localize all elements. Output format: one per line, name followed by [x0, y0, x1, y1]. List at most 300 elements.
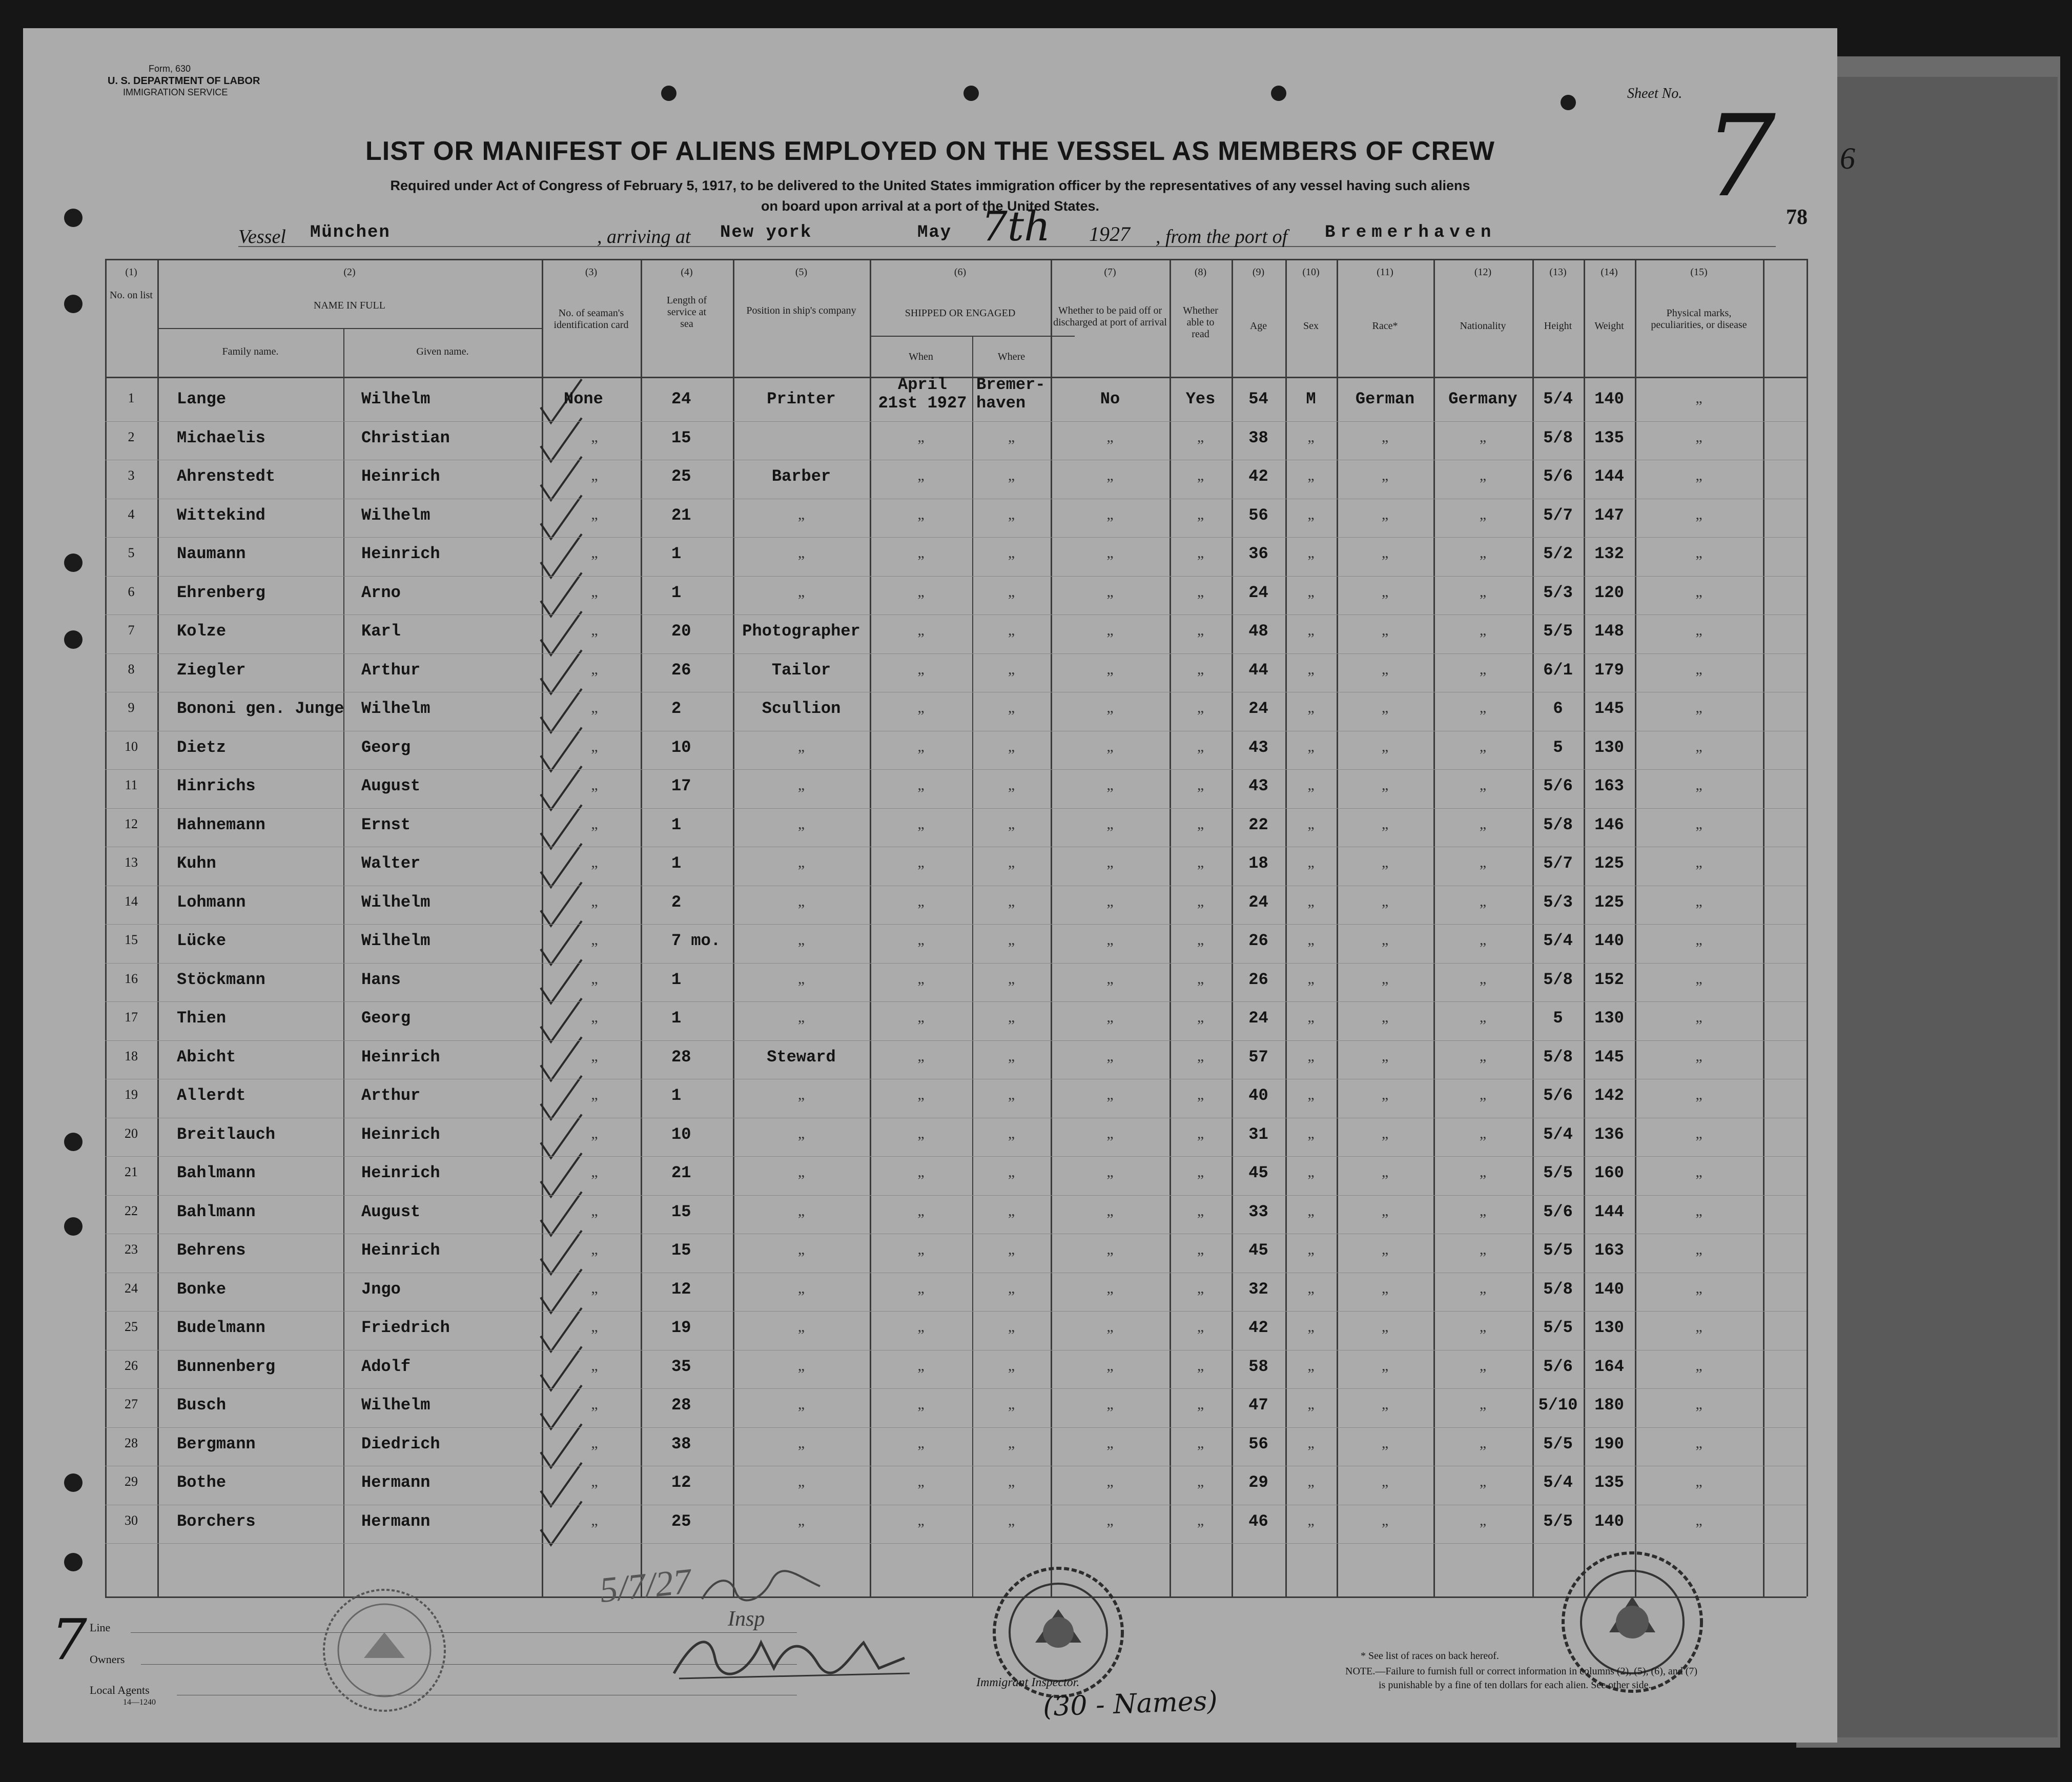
col9-header: Age — [1249, 320, 1267, 332]
paid-off-ditto: „ — [1106, 1396, 1114, 1412]
race-ditto: „ — [1381, 1124, 1389, 1142]
col15-number: (15) — [1690, 267, 1708, 278]
shipped-when-ditto: „ — [917, 699, 925, 716]
height: 5 — [1553, 738, 1563, 757]
shipped-where-ditto: „ — [1008, 467, 1015, 484]
height: 5/6 — [1543, 1357, 1573, 1376]
col8-header: Whether able to read — [1183, 305, 1218, 340]
given-name: Wilhelm — [361, 390, 430, 408]
position: Scullion — [762, 699, 841, 718]
paid-off-ditto: „ — [1106, 544, 1114, 561]
shipped-when-ditto: „ — [917, 1163, 925, 1180]
weight: 163 — [1594, 776, 1624, 795]
service-length: 1 — [671, 815, 682, 834]
service-length: 10 — [671, 738, 691, 757]
row-rule — [105, 963, 1807, 964]
margin-seven: 7 — [51, 1607, 87, 1672]
row-number: 23 — [125, 1242, 138, 1257]
check-mark — [541, 650, 582, 694]
form-number: Form, 630 — [149, 64, 191, 74]
check-mark — [541, 1308, 582, 1351]
col6-number: (6) — [954, 267, 967, 278]
family-name: Bergmann — [177, 1434, 256, 1453]
height: 5/2 — [1543, 544, 1573, 563]
read-ditto: „ — [1197, 1047, 1204, 1064]
weight: 152 — [1594, 970, 1624, 989]
row-number: 12 — [125, 816, 138, 831]
check-mark — [541, 496, 582, 539]
weight: 125 — [1594, 892, 1624, 912]
id-card-ditto: „ — [591, 1511, 598, 1529]
row-number: 29 — [125, 1474, 138, 1489]
row-number: 16 — [125, 971, 138, 986]
shipped-where-ditto: „ — [1008, 1086, 1015, 1103]
given-name: Heinrich — [361, 1163, 440, 1182]
weight: 120 — [1594, 583, 1624, 602]
sex-ditto: „ — [1307, 1318, 1315, 1335]
note-penalty-1: NOTE.—Failure to furnish full or correct information in columns (2), (5), (6), and (7) — [1345, 1666, 1698, 1677]
height: 5/5 — [1543, 1511, 1573, 1531]
nationality-ditto: „ — [1479, 660, 1487, 678]
manifest-sheet — [23, 28, 1855, 1743]
id-card: None — [564, 390, 603, 408]
physical-marks-ditto: „ — [1695, 1086, 1702, 1103]
physical-marks-ditto: „ — [1695, 1202, 1702, 1219]
id-card-ditto: „ — [591, 1241, 598, 1258]
check-mark — [541, 534, 582, 578]
col1-header: No. on list — [110, 290, 153, 301]
sex-ditto: „ — [1307, 1047, 1315, 1064]
service-length: 12 — [671, 1279, 691, 1299]
height: 5/6 — [1543, 1202, 1573, 1221]
col13-header: Height — [1544, 320, 1572, 332]
given-name: Adolf — [361, 1357, 411, 1376]
row-number: 21 — [125, 1164, 138, 1179]
physical-marks-ditto: „ — [1695, 1357, 1702, 1374]
row-number: 22 — [125, 1203, 138, 1218]
paid-off-ditto: „ — [1106, 1434, 1114, 1451]
weight: 140 — [1594, 1279, 1624, 1299]
age: 57 — [1248, 1047, 1268, 1067]
check-mark — [541, 1269, 582, 1313]
position: „ — [797, 854, 805, 871]
nationality-ditto: „ — [1479, 1241, 1487, 1258]
row-rule — [105, 1195, 1807, 1196]
service-length: 25 — [671, 1511, 691, 1531]
family-name: Bonke — [177, 1279, 227, 1299]
nationality-ditto: „ — [1479, 428, 1487, 445]
position: „ — [797, 776, 805, 793]
row-rule — [105, 576, 1807, 577]
arriving-label: , arriving at — [597, 226, 691, 248]
row-rule — [105, 924, 1807, 925]
given-name: Jngo — [361, 1279, 401, 1299]
physical-marks-ditto: „ — [1695, 1279, 1702, 1297]
row-number: 7 — [128, 623, 135, 638]
family-name: Hahnemann — [177, 815, 265, 834]
binding-hole — [1271, 86, 1286, 101]
sex-ditto: „ — [1307, 1434, 1315, 1451]
col10-header: Sex — [1303, 320, 1319, 332]
shipped-when-ditto: „ — [917, 467, 925, 484]
row-number: 3 — [128, 468, 135, 483]
sex-ditto: „ — [1307, 776, 1315, 793]
paid-off-ditto: „ — [1106, 467, 1114, 484]
vessel-name: München — [310, 223, 391, 242]
row-rule — [105, 1543, 1807, 1544]
race-ditto: „ — [1381, 505, 1389, 523]
check-mark — [541, 766, 582, 810]
position: „ — [797, 1086, 805, 1103]
vessel-label: Vessel — [238, 226, 286, 248]
height: 5/4 — [1543, 1124, 1573, 1144]
age: 31 — [1248, 1124, 1268, 1144]
weight: 144 — [1594, 1202, 1624, 1221]
read-ditto: „ — [1197, 467, 1204, 484]
paid-off-ditto: „ — [1106, 1163, 1114, 1180]
id-card-ditto: „ — [591, 892, 598, 910]
id-card-ditto: „ — [591, 1047, 598, 1064]
check-mark — [541, 1115, 582, 1158]
col1-number: (1) — [125, 267, 137, 278]
family-name: Behrens — [177, 1241, 246, 1260]
nationality-ditto: „ — [1479, 505, 1487, 523]
service-length: 17 — [671, 776, 691, 795]
age: 45 — [1248, 1163, 1268, 1182]
physical-marks-ditto: „ — [1695, 1241, 1702, 1258]
paid-off-ditto: „ — [1106, 1318, 1114, 1335]
physical-marks-ditto: „ — [1695, 776, 1702, 793]
read-ditto: „ — [1197, 544, 1204, 561]
shipped-where: haven — [976, 394, 1026, 413]
sex-ditto: „ — [1307, 1473, 1315, 1490]
given-name: Georg — [361, 738, 411, 757]
shipped-where-ditto: „ — [1008, 1434, 1015, 1451]
shipped-when-ditto: „ — [917, 583, 925, 600]
height: 5/6 — [1543, 776, 1573, 795]
nationality-ditto: „ — [1479, 892, 1487, 910]
given-name: Heinrich — [361, 1124, 440, 1144]
id-card-ditto: „ — [591, 1124, 598, 1142]
family-name: Dietz — [177, 738, 227, 757]
sex-ditto: „ — [1307, 583, 1315, 600]
col6-header: SHIPPED OR ENGAGED — [905, 308, 1016, 319]
nationality-ditto: „ — [1479, 1511, 1487, 1529]
given-name: Diedrich — [361, 1434, 440, 1453]
check-mark — [541, 1385, 582, 1429]
shipped-when: 21st 1927 — [878, 394, 967, 413]
height: 5/3 — [1543, 583, 1573, 602]
position: „ — [797, 892, 805, 910]
given-name: Arno — [361, 583, 401, 602]
shipped-when-ditto: „ — [917, 505, 925, 523]
given-name: Wilhelm — [361, 892, 430, 912]
physical-marks-ditto: „ — [1695, 622, 1702, 639]
id-card-ditto: „ — [591, 1202, 598, 1219]
paid-off-ditto: „ — [1106, 738, 1114, 755]
shipped-where-ditto: „ — [1008, 1124, 1015, 1142]
position: „ — [797, 1473, 805, 1490]
service-length: 21 — [671, 505, 691, 525]
punch-hole — [64, 630, 83, 649]
age: 38 — [1248, 428, 1268, 447]
paid-off-ditto: „ — [1106, 1124, 1114, 1142]
height: 5/3 — [1543, 892, 1573, 912]
shipped-when-ditto: „ — [917, 660, 925, 678]
height: 5/8 — [1543, 1047, 1573, 1067]
row-number: 15 — [125, 932, 138, 947]
row-rule — [105, 1156, 1807, 1157]
col5-header: Position in ship's company — [746, 305, 856, 316]
race-ditto: „ — [1381, 1511, 1389, 1529]
height: 5/5 — [1543, 622, 1573, 641]
shipped-when-ditto: „ — [917, 428, 925, 445]
read-ditto: „ — [1197, 970, 1204, 987]
paid-off-ditto: „ — [1106, 1086, 1114, 1103]
weight: 163 — [1594, 1241, 1624, 1260]
read-ditto: „ — [1197, 622, 1204, 639]
read-ditto: „ — [1197, 1473, 1204, 1490]
height: 5/4 — [1543, 931, 1573, 950]
check-mark — [541, 1347, 582, 1390]
physical-marks-ditto: „ — [1695, 1473, 1702, 1490]
position: „ — [797, 970, 805, 987]
family-name: Allerdt — [177, 1086, 246, 1105]
paid-off-ditto: „ — [1106, 699, 1114, 716]
age: 36 — [1248, 544, 1268, 563]
race-ditto: „ — [1381, 738, 1389, 755]
age: 24 — [1248, 699, 1268, 718]
col11-number: (11) — [1377, 267, 1393, 278]
col4-header: Length of service at sea — [666, 295, 707, 330]
physical-marks-ditto: „ — [1695, 1047, 1702, 1064]
read-ditto: „ — [1197, 1511, 1204, 1529]
shipped-when-ditto: „ — [917, 1086, 925, 1103]
nationality-ditto: „ — [1479, 1357, 1487, 1374]
read-ditto: „ — [1197, 1009, 1204, 1026]
arrival-month: May — [917, 223, 952, 242]
family-name: Michaelis — [177, 428, 265, 447]
row-number: 25 — [125, 1319, 138, 1334]
subtitle-line-1: Required under Act of Congress of February 5, 1917, to be delivered to the United States immigration officer by the representatives of any vessel having such aliens — [390, 178, 1470, 193]
height: 5/5 — [1543, 1163, 1573, 1182]
race-ditto: „ — [1381, 428, 1389, 445]
owners-label: Owners — [90, 1653, 125, 1666]
nationality-ditto: „ — [1479, 1202, 1487, 1219]
height: 6/1 — [1543, 660, 1573, 680]
read-ditto: „ — [1197, 815, 1204, 832]
shipped-when-ditto: „ — [917, 1396, 925, 1412]
nationality-ditto: „ — [1479, 583, 1487, 600]
shipped-where-ditto: „ — [1008, 1396, 1015, 1412]
weight: 145 — [1594, 699, 1624, 718]
weight: 160 — [1594, 1163, 1624, 1182]
position: Tailor — [771, 660, 831, 680]
age: 42 — [1248, 467, 1268, 486]
race-ditto: „ — [1381, 1357, 1389, 1374]
shipped-when-ditto: „ — [917, 1357, 925, 1374]
paid-off-ditto: „ — [1106, 776, 1114, 793]
check-mark — [541, 844, 582, 887]
inspector-signature — [664, 1622, 920, 1689]
weight: 132 — [1594, 544, 1624, 563]
id-card-ditto: „ — [591, 854, 598, 871]
nationality-ditto: „ — [1479, 1086, 1487, 1103]
id-card-ditto: „ — [591, 1279, 598, 1297]
race-ditto: „ — [1381, 1047, 1389, 1064]
family-name: Hinrichs — [177, 776, 256, 795]
read-ditto: „ — [1197, 1241, 1204, 1258]
shipped-when-ditto: „ — [917, 622, 925, 639]
height: 5 — [1553, 1009, 1563, 1028]
id-card-ditto: „ — [591, 776, 598, 793]
race-ditto: „ — [1381, 854, 1389, 871]
punch-hole — [64, 1473, 83, 1492]
nationality-ditto: „ — [1479, 931, 1487, 948]
shipped-when-ditto: „ — [917, 815, 925, 832]
family-name: Bahlmann — [177, 1202, 256, 1221]
nationality-ditto: „ — [1479, 776, 1487, 793]
note-penalty-2: is punishable by a fine of ten dollars for each alien. See other side. — [1379, 1679, 1651, 1691]
paid-off-ditto: „ — [1106, 428, 1114, 445]
height: 5/10 — [1538, 1396, 1578, 1415]
sex-ditto: „ — [1307, 622, 1315, 639]
physical-marks-ditto: „ — [1695, 738, 1702, 755]
shipped-where-ditto: „ — [1008, 428, 1015, 445]
race-ditto: „ — [1381, 1241, 1389, 1258]
physical-marks-ditto: „ — [1695, 815, 1702, 832]
check-mark — [541, 960, 582, 1003]
given-name: Arthur — [361, 1086, 421, 1105]
shipped-when-ditto: „ — [917, 776, 925, 793]
name-subheader-rule — [157, 328, 542, 329]
sex-ditto: „ — [1307, 1396, 1315, 1412]
nationality-ditto: „ — [1479, 1434, 1487, 1451]
height: 5/5 — [1543, 1434, 1573, 1453]
row-rule — [105, 1311, 1807, 1312]
given-name: Ernst — [361, 815, 411, 834]
paid-off-ditto: „ — [1106, 1241, 1114, 1258]
handwritten-insp: Insp — [728, 1607, 765, 1631]
read-ditto: „ — [1197, 854, 1204, 871]
id-card-ditto: „ — [591, 622, 598, 639]
sex-ditto: „ — [1307, 815, 1315, 832]
able-to-read: Yes — [1185, 390, 1216, 408]
agents-form-number: 14—1240 — [123, 1698, 156, 1707]
read-ditto: „ — [1197, 428, 1204, 445]
race-ditto: „ — [1381, 776, 1389, 793]
family-name: Wittekind — [177, 505, 265, 525]
race-ditto: „ — [1381, 1279, 1389, 1297]
nationality-ditto: „ — [1479, 544, 1487, 561]
check-mark — [541, 457, 582, 500]
col2b-header: Given name. — [416, 346, 469, 357]
check-mark — [541, 611, 582, 655]
id-card-ditto: „ — [591, 1009, 598, 1026]
note-races: * See list of races on back hereof. — [1361, 1650, 1499, 1662]
shipped-when-ditto: „ — [917, 892, 925, 910]
id-card-ditto: „ — [591, 699, 598, 716]
nationality-ditto: „ — [1479, 1047, 1487, 1064]
binding-hole — [963, 86, 979, 101]
age: 46 — [1248, 1511, 1268, 1531]
id-card-ditto: „ — [591, 583, 598, 600]
given-name: Heinrich — [361, 544, 440, 563]
position: „ — [797, 1124, 805, 1142]
service-length: 20 — [671, 622, 691, 641]
nationality-ditto: „ — [1479, 622, 1487, 639]
check-mark — [541, 1076, 582, 1119]
race-ditto: „ — [1381, 931, 1389, 948]
age: 24 — [1248, 892, 1268, 912]
col5-number: (5) — [795, 267, 808, 278]
sex-ditto: „ — [1307, 1163, 1315, 1180]
physical-marks-ditto: „ — [1695, 390, 1702, 406]
family-name: Bunnenberg — [177, 1357, 276, 1376]
paid-off-ditto: „ — [1106, 622, 1114, 639]
service-length: 15 — [671, 1241, 691, 1260]
family-name: Ahrenstedt — [177, 467, 276, 486]
nationality-ditto: „ — [1479, 1009, 1487, 1026]
col9-number: (9) — [1252, 267, 1265, 278]
position: „ — [797, 1434, 805, 1451]
service-length: 28 — [671, 1396, 691, 1415]
row-rule — [105, 808, 1807, 809]
paid-off-ditto: „ — [1106, 1202, 1114, 1219]
punch-hole — [64, 295, 83, 313]
age: 26 — [1248, 970, 1268, 989]
position: Barber — [771, 467, 831, 486]
check-mark — [541, 883, 582, 926]
shipped-where-ditto: „ — [1008, 544, 1015, 561]
id-card-ditto: „ — [591, 1163, 598, 1180]
service-length: 28 — [671, 1047, 691, 1067]
col4-number: (4) — [681, 267, 693, 278]
table-top-rule — [105, 259, 1807, 260]
sex-ditto: „ — [1307, 854, 1315, 871]
punch-hole — [64, 1133, 83, 1151]
punch-hole — [64, 1217, 83, 1236]
binding-hole — [1561, 95, 1576, 110]
family-name: Bothe — [177, 1473, 227, 1492]
paid-off-ditto: „ — [1106, 1511, 1114, 1529]
family-name: Kolze — [177, 622, 227, 641]
shipped-when-ditto: „ — [917, 854, 925, 871]
given-name: Heinrich — [361, 1047, 440, 1067]
service: IMMIGRATION SERVICE — [123, 87, 228, 97]
physical-marks-ditto: „ — [1695, 544, 1702, 561]
sex-ditto: „ — [1307, 970, 1315, 987]
sheet-number: 7 — [1704, 91, 1776, 222]
row-rule — [105, 1427, 1807, 1428]
shipped-where-ditto: „ — [1008, 1279, 1015, 1297]
age: 48 — [1248, 622, 1268, 641]
stamp-number: 78 — [1786, 206, 1808, 229]
row-number: 30 — [125, 1512, 138, 1528]
position: „ — [797, 815, 805, 832]
position: „ — [797, 1318, 805, 1335]
row-rule — [105, 653, 1807, 654]
col-rule — [1807, 259, 1808, 1596]
position: Printer — [767, 390, 836, 408]
paid-off-ditto: „ — [1106, 1047, 1114, 1064]
family-name: Bononi gen. Junge — [177, 699, 344, 718]
given-name: Friedrich — [361, 1318, 450, 1337]
race-ditto: „ — [1381, 892, 1389, 910]
read-ditto: „ — [1197, 931, 1204, 948]
weight: 147 — [1594, 505, 1624, 525]
family-name: Budelmann — [177, 1318, 265, 1337]
